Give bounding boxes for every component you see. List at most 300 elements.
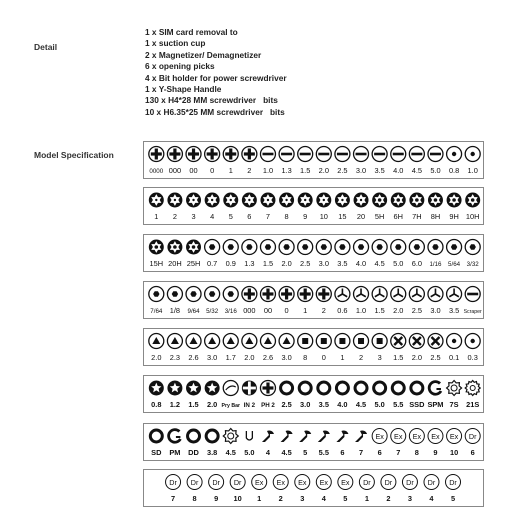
detail-item: 6 x opening picks (145, 61, 215, 72)
spec-label: 7 (396, 448, 401, 457)
spec-label: 5H (374, 212, 385, 221)
triangle-icon (205, 334, 220, 349)
square-icon (316, 334, 331, 349)
spec-label: 5.5 (393, 400, 404, 409)
slotted-icon (372, 147, 387, 162)
spec-row-svg (144, 470, 483, 506)
torx-hole-icon (186, 240, 201, 255)
phillips-icon (205, 147, 220, 162)
spec-label: 15H (149, 259, 164, 268)
spec-label: 1 (303, 306, 308, 315)
detail-list (145, 27, 287, 118)
wrench-icon (281, 430, 293, 442)
svg-text:Dr: Dr (449, 477, 457, 487)
spec-label: 10 (319, 212, 328, 221)
torx-hole-icon (372, 193, 387, 208)
spec-row-box (143, 375, 484, 413)
spec-label: 0.8 (151, 400, 162, 409)
wrench-icon (262, 430, 274, 442)
star-icon (149, 381, 164, 396)
ex-icon (409, 429, 424, 444)
torx-icon (335, 193, 350, 208)
dr-icon (230, 475, 245, 490)
spec-label: 4 (321, 494, 326, 503)
triangle-icon (279, 334, 294, 349)
spec-label: 25H (186, 259, 201, 268)
spec-label: 2.0 (281, 259, 292, 268)
slotted-icon (354, 147, 369, 162)
tri-wing-icon (354, 287, 369, 302)
spec-label: 2.6 (262, 353, 274, 362)
spec-label: 9 (433, 448, 438, 457)
spec-label: 6 (470, 448, 475, 457)
spec-label: 00 (263, 306, 273, 315)
spec-label: 6H (393, 212, 403, 221)
detail-item: 4 x Bit holder for power screwdriver (145, 72, 287, 83)
spec-label: 0.8 (448, 166, 460, 175)
torx-hole-icon (409, 193, 424, 208)
spec-label: 0 (284, 306, 289, 315)
hex-icon (447, 240, 462, 255)
slotted-icon (316, 147, 331, 162)
cross-icon (409, 334, 424, 349)
c-shape-icon (429, 382, 441, 395)
spec-label: 0 (321, 353, 326, 362)
spec-row-box (143, 328, 484, 366)
spec-row-svg (144, 188, 483, 224)
spec-label: 000 (243, 306, 256, 315)
triangle-icon (242, 334, 257, 349)
spec-label: 1.5 (262, 259, 274, 268)
spec-label: 8 (284, 212, 289, 221)
svg-text:Dr: Dr (190, 477, 199, 487)
spec-label: SPM (427, 400, 444, 409)
slotted-icon (391, 147, 406, 162)
spec-label: 5/32 (206, 308, 219, 315)
spec-label: 20 (356, 212, 366, 221)
triangle-icon (223, 334, 238, 349)
spec-label: 2.5 (337, 166, 348, 175)
spec-label: 6 (247, 212, 252, 221)
hex-icon (260, 240, 275, 255)
phillips-icon (242, 287, 257, 302)
spec-label: 7/64 (150, 308, 163, 315)
triangle-icon (167, 334, 182, 349)
pry-icon (223, 381, 238, 396)
wrench-icon (299, 430, 311, 442)
spec-label: 00 (189, 166, 198, 175)
spec-label: 1.5 (393, 353, 404, 362)
svg-text:Ex: Ex (394, 431, 403, 441)
spec-row-box (143, 469, 484, 507)
spec-label: 8 (414, 448, 419, 457)
ex-icon (447, 429, 462, 444)
spec-label: 7H (412, 212, 422, 221)
hex-icon (279, 240, 294, 255)
spec-label: 5.0 (430, 166, 441, 175)
dr-icon (381, 475, 396, 490)
spec-label: 9 (303, 212, 308, 221)
tri-wing-icon (428, 287, 443, 302)
dr-icon (446, 475, 461, 490)
spec-label: 2.0 (151, 353, 162, 362)
spec-label: 10H (465, 212, 480, 221)
square-icon (354, 334, 369, 349)
hex-icon (465, 240, 480, 255)
gear-icon (223, 429, 238, 444)
dr-icon (209, 475, 224, 490)
spec-label: 8H (430, 212, 441, 221)
hex-icon (149, 287, 164, 302)
triangle-icon (149, 334, 164, 349)
spec-label: 2 (321, 306, 326, 315)
phillips-icon (260, 287, 275, 302)
cross-icon (428, 334, 443, 349)
square-icon (298, 334, 313, 349)
spec-label: 4.5 (355, 400, 367, 409)
ring-icon (355, 382, 367, 394)
tri-wing-icon (372, 287, 387, 302)
torx-icon (205, 193, 220, 208)
ring-icon (281, 382, 293, 394)
spec-label: 1/16 (429, 261, 442, 268)
spec-label: 3.5 (374, 166, 385, 175)
tri-wing-icon (391, 287, 406, 302)
spec-label: 2.5 (430, 353, 441, 362)
phillips-icon (149, 147, 164, 162)
spec-label: 2.5 (300, 259, 311, 268)
spec-label: 3.0 (355, 166, 367, 175)
spec-label: 5.0 (393, 259, 404, 268)
spec-label: 2 (278, 494, 283, 503)
spec-label: 2 (247, 166, 252, 175)
ex-icon (391, 429, 406, 444)
dot-icon (465, 334, 480, 349)
svg-text:Ex: Ex (298, 477, 307, 487)
spec-label: 5 (228, 212, 233, 221)
spec-label: 1 (340, 353, 345, 362)
ex-icon (252, 475, 267, 490)
torx-icon (149, 193, 164, 208)
slotted-icon (298, 147, 313, 162)
hex-icon (298, 240, 313, 255)
spec-label: 4 (265, 448, 271, 457)
square-icon (335, 334, 350, 349)
spec-label: 3.8 (206, 448, 218, 457)
phillips-icon (298, 287, 313, 302)
spec-label: 10 (449, 448, 459, 457)
spec-row-svg (144, 235, 483, 271)
spec-label: 20H (168, 259, 182, 268)
spec-label: 1.0 (467, 166, 478, 175)
hex-icon (205, 240, 220, 255)
spec-label: 6.0 (411, 259, 423, 268)
phillips-icon (242, 147, 257, 162)
torx-hole-icon (428, 193, 443, 208)
c-shape-icon (169, 430, 181, 443)
spec-label: 0 (210, 166, 215, 175)
svg-text:Dr: Dr (384, 477, 393, 487)
u-shape-icon (246, 431, 252, 440)
spec-label: 3.0 (318, 259, 329, 268)
spec-label: 5 (303, 448, 308, 457)
svg-text:Ex: Ex (375, 431, 384, 441)
slotted-icon (409, 147, 424, 162)
svg-text:Ex: Ex (276, 477, 285, 487)
spec-label: 1 (154, 212, 159, 221)
tri-wing-icon (447, 287, 462, 302)
ex-icon (428, 429, 443, 444)
svg-text:Dr: Dr (363, 477, 371, 487)
spec-label: 1.5 (374, 306, 385, 315)
spec-label: 2.0 (411, 353, 423, 362)
phillips-icon (279, 287, 294, 302)
spec-label: 3.0 (281, 353, 292, 362)
ex-icon (372, 429, 387, 444)
svg-text:Ex: Ex (255, 477, 264, 487)
spec-label: 1.5 (300, 166, 311, 175)
dr-icon (359, 475, 374, 490)
spec-label: 0.6 (337, 306, 348, 315)
dr-icon (402, 475, 417, 490)
dot-icon (465, 147, 480, 162)
svg-text:Dr: Dr (233, 477, 242, 487)
spec-label: 1.5 (188, 400, 199, 409)
torx-icon (242, 193, 257, 208)
spec-label: 3.5 (318, 400, 329, 409)
detail-item: 130 x H4*28 MM screwdriver bits (145, 95, 278, 106)
dot-icon (447, 334, 462, 349)
torx-icon (279, 193, 294, 208)
slotted-icon (279, 147, 294, 162)
gear-icon (447, 381, 462, 396)
torx-hole-icon (167, 240, 182, 255)
detail-item: 1 x suction cup (145, 38, 206, 49)
hex-icon (223, 287, 238, 302)
spec-label: 2 (172, 212, 177, 221)
svg-text:Ex: Ex (341, 477, 350, 487)
phillips-icon (316, 287, 331, 302)
torx-icon (186, 193, 201, 208)
torx-hole-icon (391, 193, 406, 208)
spec-label: 5.0 (374, 400, 385, 409)
spec-label: 0.1 (448, 353, 460, 362)
spec-label: 1.3 (281, 166, 292, 175)
torx-hole-icon (149, 240, 164, 255)
spec-label: 2.3 (169, 353, 181, 362)
svg-text:Dr: Dr (406, 477, 414, 487)
spec-label: 1.0 (262, 166, 274, 175)
spec-label: 2.0 (206, 400, 218, 409)
square-icon (372, 334, 387, 349)
hex-icon (186, 287, 201, 302)
spec-label: 1 (257, 494, 262, 503)
spec-row-svg (144, 376, 483, 412)
hex-icon (391, 240, 406, 255)
spec-label: 6 (340, 448, 345, 457)
spec-label: 1 (228, 166, 233, 175)
spec-label: 1.7 (225, 353, 236, 362)
star-icon (186, 381, 201, 396)
spec-row-svg (144, 142, 483, 178)
spec-label: 7 (170, 494, 176, 503)
spec-label: IN 2 (243, 402, 256, 409)
slotted-icon (260, 147, 275, 162)
torx-icon (354, 193, 369, 208)
spec-row-box (143, 141, 484, 179)
spec-label: 15 (338, 212, 347, 221)
spec-label: 3/32 (466, 261, 479, 268)
spec-label: 8 (303, 353, 308, 362)
spec-row-svg (144, 282, 483, 318)
triangle-icon (260, 334, 275, 349)
star-icon (167, 381, 182, 396)
spec-label: 5 (343, 494, 348, 503)
svg-text:Dr: Dr (212, 477, 220, 487)
hex-icon (354, 240, 369, 255)
spec-label: 1.3 (244, 259, 255, 268)
spec-label: DD (188, 448, 199, 457)
svg-text:Ex: Ex (449, 431, 459, 441)
phillips-icon (186, 147, 201, 162)
dr-icon (424, 475, 439, 490)
detail-item: 1 x SIM card removal to (145, 27, 238, 37)
spec-label: 7S (449, 400, 459, 409)
torx-hole-icon (465, 193, 480, 208)
spec-label: 4.5 (225, 448, 236, 457)
dr-icon (187, 475, 202, 490)
ring-icon (318, 382, 330, 394)
hex-icon (316, 240, 331, 255)
spec-label: 2.0 (393, 306, 404, 315)
ring-icon (299, 382, 311, 394)
spec-label: 3 (377, 353, 382, 362)
star-icon (205, 381, 220, 396)
spec-label: 4.5 (411, 166, 423, 175)
spec-label: 1 (364, 494, 369, 503)
spec-label: 3 (407, 494, 413, 503)
tri-wing-icon (335, 287, 350, 302)
ring-icon (392, 382, 404, 394)
spec-label: 5/64 (448, 261, 461, 268)
spec-label: 000 (168, 166, 182, 175)
hex-icon (409, 240, 424, 255)
spec-label: 3.0 (206, 353, 218, 362)
wrench-icon (336, 430, 348, 442)
hex-icon (372, 240, 387, 255)
ring-icon (411, 382, 423, 394)
spec-label: Scraper (463, 309, 482, 315)
ring-icon (374, 382, 386, 394)
spec-row-box (143, 281, 484, 319)
phillips-icon (223, 147, 238, 162)
spec-label: 2 (358, 353, 364, 362)
spec-row-box (143, 234, 484, 272)
spec-label: 4 (210, 212, 215, 221)
triangle-icon (186, 334, 201, 349)
spec-label: 0.3 (467, 353, 478, 362)
spec-label: 2.0 (318, 166, 329, 175)
spec-label: 1.0 (355, 306, 367, 315)
spec-label: 5 (450, 494, 456, 503)
spec-label: SSD (409, 400, 425, 409)
detail-item: 2 x Magnetizer/ Demagnetizer (145, 49, 262, 60)
spec-label: 1.2 (169, 400, 181, 409)
spec-label: 3 (300, 494, 305, 503)
ex-icon (338, 475, 353, 490)
spec-label: 7 (265, 212, 271, 221)
spec-label: 5.5 (318, 448, 329, 457)
spec-label: 9H (449, 212, 459, 221)
dot-icon (447, 147, 462, 162)
ex-icon (316, 475, 331, 490)
torx-icon (298, 193, 313, 208)
spec-row-svg (144, 424, 483, 460)
spec-label: 2.5 (281, 400, 292, 409)
spec-label: 2.5 (411, 306, 423, 315)
spec-label: 3.0 (430, 306, 441, 315)
spec-label: 2 (386, 494, 391, 503)
spec-label: 7 (358, 448, 364, 457)
wrench-icon (318, 430, 330, 442)
ring-icon (206, 430, 218, 442)
ring-icon (150, 430, 162, 442)
spec-label: Pry Bar (221, 403, 240, 409)
svg-text:Ex: Ex (319, 477, 329, 487)
cross-icon (391, 334, 406, 349)
spec-label: 3/16 (224, 308, 237, 315)
hex-icon (335, 240, 350, 255)
spec-label: 5.0 (244, 448, 255, 457)
hex-icon (223, 240, 238, 255)
torx-icon (260, 193, 275, 208)
torx-icon (167, 193, 182, 208)
hex-icon (428, 240, 443, 255)
hex-icon (242, 240, 257, 255)
spec-label: 0000 (149, 168, 164, 175)
spec-label: 2.6 (188, 353, 199, 362)
torx-icon (316, 193, 331, 208)
spec-label: 0.7 (206, 259, 218, 268)
ring-icon (336, 382, 348, 394)
spec-label: 6 (377, 448, 382, 457)
svg-text:Ex: Ex (431, 431, 440, 441)
spec-label: 4.0 (393, 166, 404, 175)
spec-label: 8 (192, 494, 197, 503)
dr-icon (465, 429, 480, 444)
detail-item: 1 x Y-Shape Handle (145, 84, 222, 95)
detail-item: 10 x H6.35*25 MM screwdriver bits (145, 106, 285, 117)
slotted-icon (428, 147, 443, 162)
slotted-icon (335, 147, 350, 162)
svg-text:Dr: Dr (427, 477, 436, 487)
spec-label: 4.0 (355, 259, 367, 268)
spec-label: SD (151, 448, 162, 457)
spec-row-box (143, 187, 484, 225)
spec-label: 10 (233, 494, 242, 503)
spec-label: 4.5 (374, 259, 385, 268)
spec-label: 2.0 (244, 353, 255, 362)
torx-icon (223, 193, 238, 208)
spec-label: 3.5 (448, 306, 460, 315)
spec-label: 9/64 (187, 308, 200, 315)
spec-label: 3.0 (300, 400, 311, 409)
spline-icon (465, 381, 480, 396)
detail-label: Detail (34, 42, 58, 52)
svg-text:Dr: Dr (468, 431, 477, 441)
spec-label: 9 (214, 494, 219, 503)
spec-label: 4 (429, 494, 434, 503)
